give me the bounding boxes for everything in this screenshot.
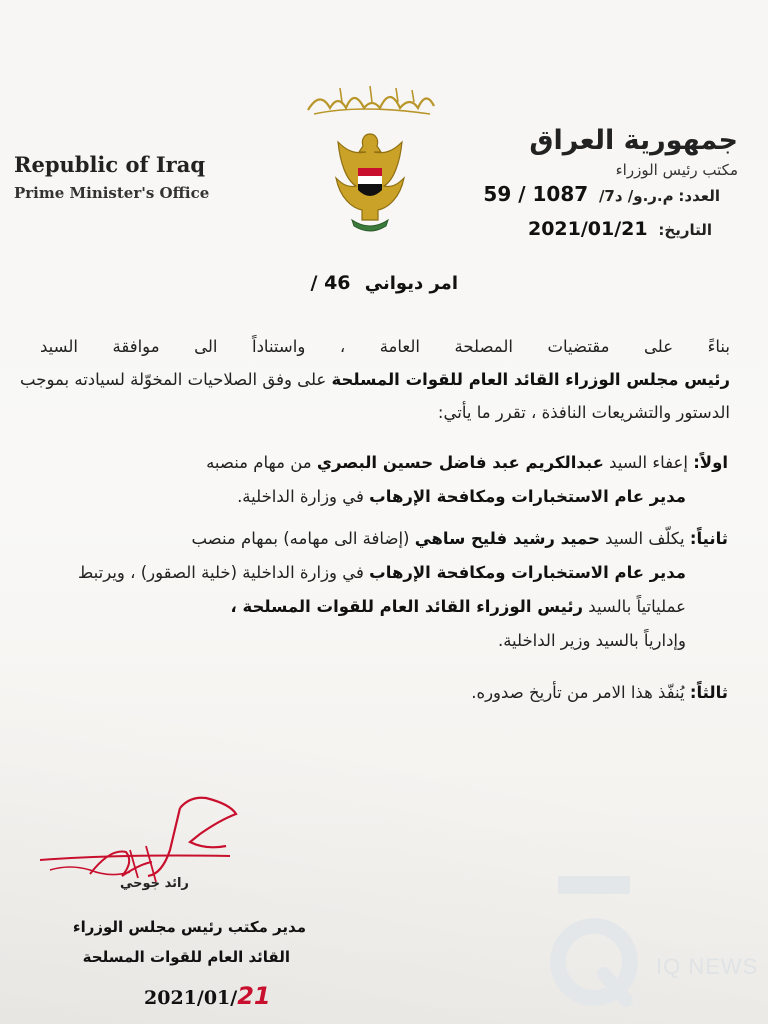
reference-number xyxy=(483,182,720,206)
order-number: 46 / xyxy=(310,272,351,294)
order-title: امر ديواني xyxy=(364,273,458,294)
order-item-first xyxy=(38,446,728,514)
signer-title-line-1: مدير مكتب رئيس مجلس الوزراء xyxy=(72,918,306,936)
item-first-position: مدير عام الاستخبارات ومكافحة الإرهاب xyxy=(369,487,686,506)
item-first-text: إعفاء السيد xyxy=(609,453,688,472)
order-item-second xyxy=(38,522,728,658)
signature-date xyxy=(144,982,271,1010)
item-second-line-4: وإدارياً بالسيد وزير الداخلية. xyxy=(497,631,686,650)
item-second-name: حميد رشيد فليح ساهي xyxy=(414,529,600,548)
watermark-brand: IQ NEWS xyxy=(656,954,759,979)
signer-name: رائد جوحي xyxy=(120,876,189,891)
item-first-tail: من مهام منصبه xyxy=(206,453,312,472)
date-label: التاريخ: xyxy=(658,221,712,239)
item-second-line-3-text: عملياتياً بالسيد xyxy=(588,597,686,616)
item-first-line-2 xyxy=(38,480,728,514)
preamble-line-3: الدستور والتشريعات النافذة ، تقرر ما يأتي: xyxy=(437,403,730,422)
signer-title-line-2: القائد العام للقوات المسلحة xyxy=(82,948,290,966)
item-third-head: ثالثاً: xyxy=(689,683,728,702)
item-second-line-1 xyxy=(38,522,728,556)
reference-prefix: م.ر.و/ د7/ xyxy=(598,187,674,205)
iraq-eagle-emblem-icon xyxy=(326,128,414,238)
basmala-calligraphy xyxy=(300,80,440,120)
item-second-tail: (إضافة الى مهامه) بمهام منصب xyxy=(191,529,410,548)
preamble-line-2 xyxy=(20,363,730,396)
english-title: Republic of Iraq xyxy=(14,152,206,177)
item-second-line-3 xyxy=(38,590,728,624)
item-third-text: يُنفّذ هذا الامر من تأريخ صدوره. xyxy=(471,683,685,702)
preamble-line-2-bold: رئيس مجلس الوزراء القائد العام للقوات المسلحة xyxy=(331,370,730,389)
item-third-line-1 xyxy=(38,676,728,710)
item-second-line-2-rest: في وزارة الداخلية (خلية الصقور) ، ويرتبط xyxy=(77,563,364,582)
iq-news-logo-icon xyxy=(544,870,644,1020)
arabic-subtitle: مكتب رئيس الوزراء xyxy=(615,161,738,179)
preamble-paragraph xyxy=(20,330,730,429)
item-first-head: اولاً: xyxy=(693,453,728,472)
item-second-line-3-bold: رئيس الوزراء القائد العام للقوات المسلحة ، xyxy=(230,597,584,616)
english-subtitle: Prime Minister's Office xyxy=(14,184,210,202)
signature-date-handwritten: 21 xyxy=(237,982,271,1010)
item-second-head: ثانياً: xyxy=(689,529,728,548)
item-first-name: عبدالكريم عبد فاضل حسين البصري xyxy=(316,453,604,472)
item-first-line-1 xyxy=(38,446,728,480)
document-date xyxy=(528,218,712,240)
reference-label: العدد: xyxy=(678,187,720,205)
reference-value: 1087 / 59 xyxy=(483,182,589,206)
order-heading xyxy=(311,272,459,294)
preamble-line-1: بناءً على مقتضيات المصلحة العامة ، واستناداً الى موافقة السيد xyxy=(40,337,730,356)
date-value: 2021/01/21 xyxy=(527,218,648,240)
signature-date-printed: 2021/01/ xyxy=(144,987,238,1009)
item-first-line-2-rest: في وزارة الداخلية. xyxy=(237,487,364,506)
item-second-position: مدير عام الاستخبارات ومكافحة الإرهاب xyxy=(369,563,686,582)
preamble-line-2-rest: على وفق الصلاحيات المخوّلة لسيادته بموجب xyxy=(20,370,327,389)
arabic-title: جمهورية العراق xyxy=(529,125,738,156)
item-second-line-2 xyxy=(38,556,728,590)
item-second-text: يكلّف السيد xyxy=(605,529,685,548)
order-item-third xyxy=(38,676,728,710)
